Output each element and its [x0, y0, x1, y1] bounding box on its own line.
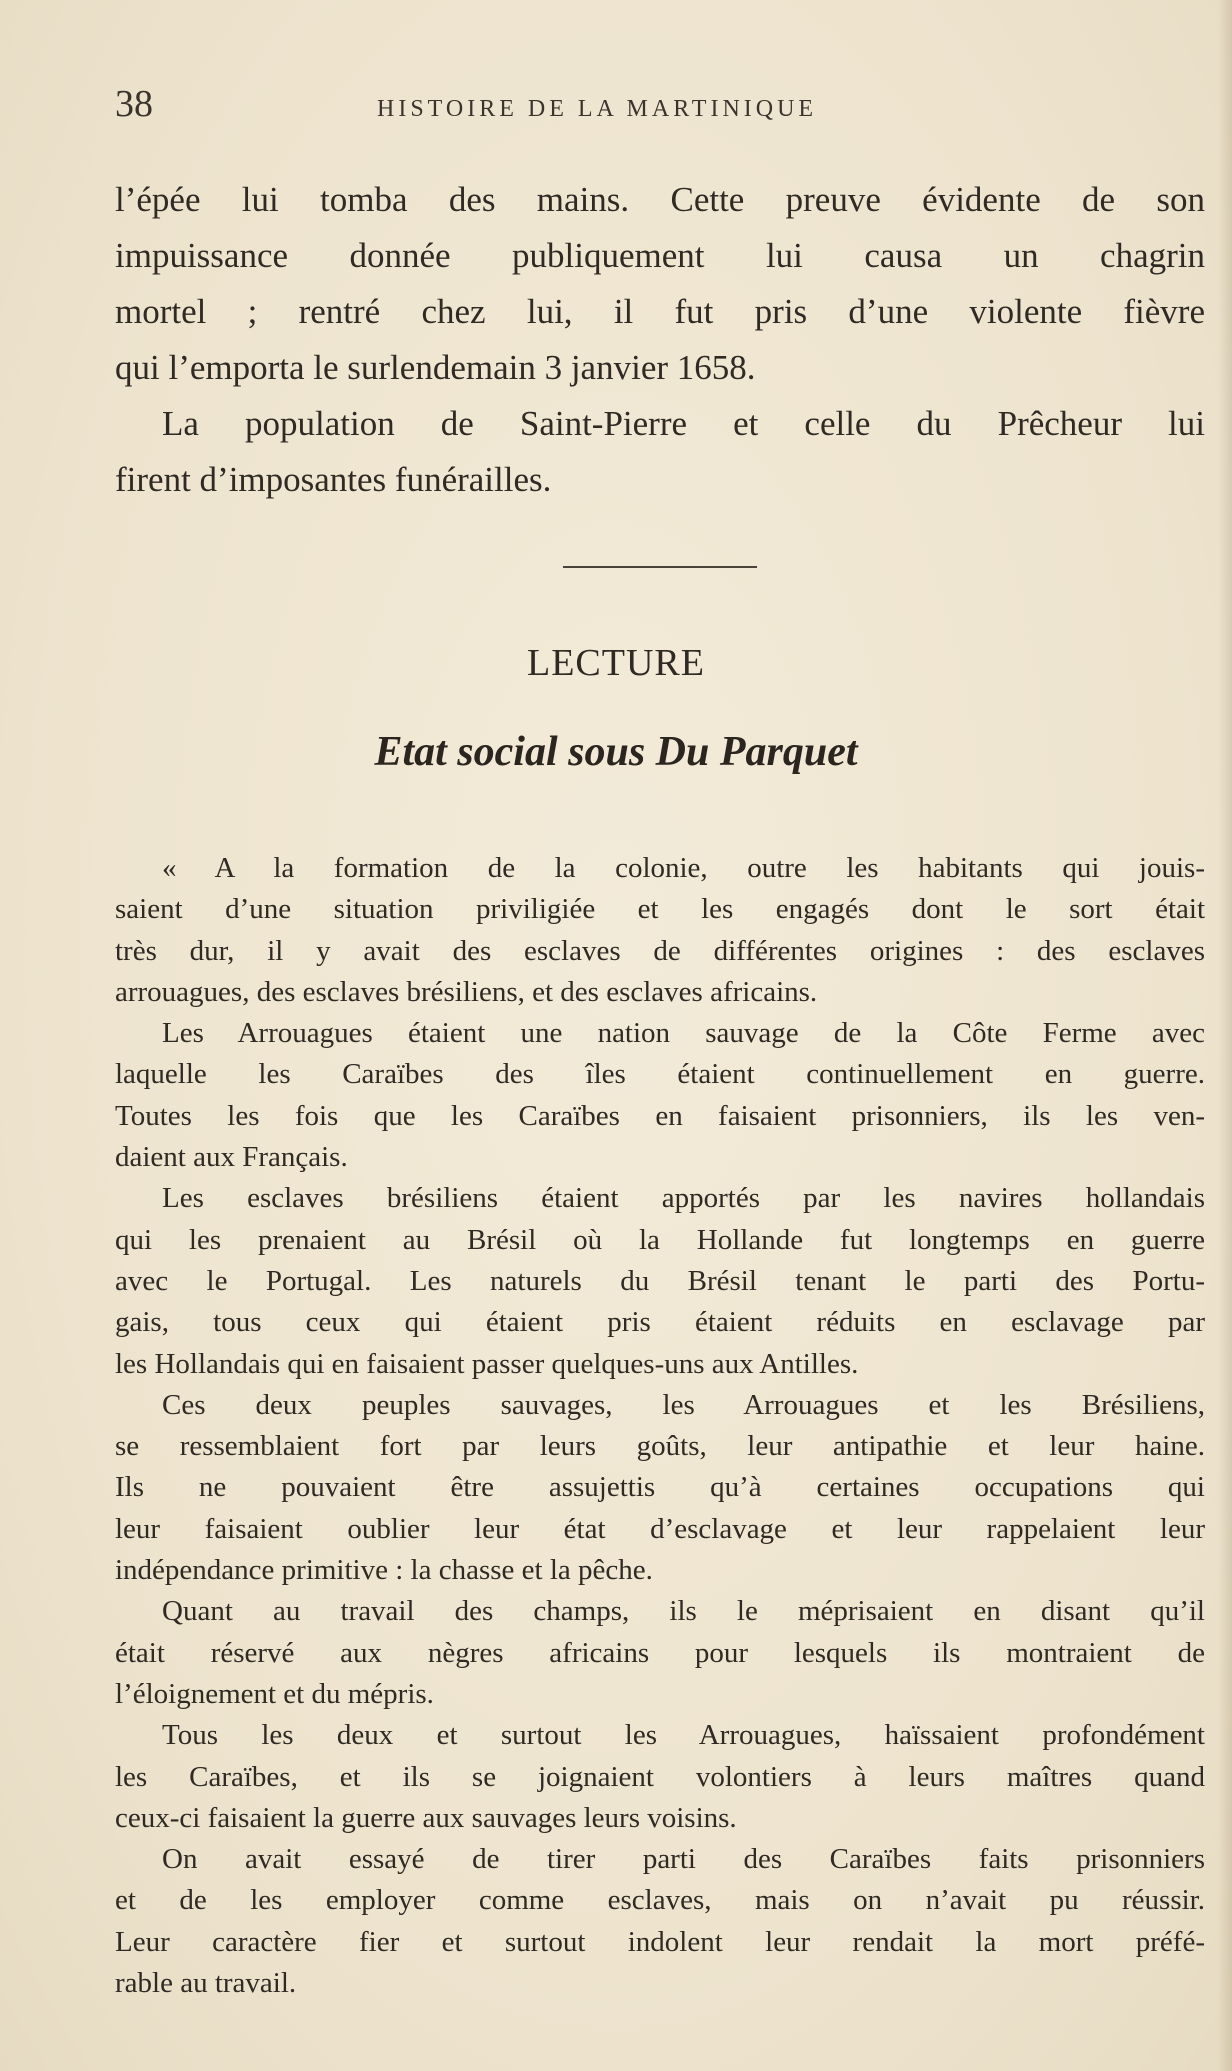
text-line: l’épée lui tomba des mains. Cette preuve évidente de son [115, 180, 1205, 219]
page-number: 38 [115, 83, 153, 125]
reading-passage [115, 848, 1205, 2004]
text-line: ceux-ci faisaient la guerre aux sauvages leurs voisins. [115, 1801, 737, 1834]
running-head [115, 82, 1215, 132]
text-line: qui les prenaient au Brésil où la Hollande fut longtemps en guerre [115, 1223, 1205, 1256]
text-line: « A la formation de la colonie, outre les habitants qui jouis- [162, 852, 1205, 884]
text-line: Ils ne pouvaient être assujettis qu’à certaines occupations qui [115, 1471, 1205, 1504]
text-line: gais, tous ceux qui étaient pris étaient réduits en esclavage par [115, 1306, 1205, 1339]
section-divider [563, 566, 757, 568]
text-line: Les esclaves brésiliens étaient apportés par les navires hollandais [162, 1182, 1205, 1215]
text-line: l’éloignement et du mépris. [115, 1677, 434, 1710]
text-line: se ressemblaient fort par leurs goûts, leur antipathie et leur haine. [115, 1430, 1205, 1463]
text-line: rable au travail. [115, 1967, 297, 2000]
text-line: qui l’emporta le surlendemain 3 janvier 1658. [115, 348, 756, 387]
text-line: et de les employer comme esclaves, mais on n’avait pu réussir. [115, 1884, 1205, 1917]
text-line: les Hollandais qui en faisaient passer quelques-uns aux Antilles. [115, 1347, 859, 1380]
text-line: très dur, il y avait des esclaves de différentes origines : des esclaves [115, 934, 1205, 967]
text-line: impuissance donnée publiquement lui causa un chagrin [115, 236, 1205, 275]
text-line: Tous les deux et surtout les Arrouagues, haïssaient profondément [162, 1719, 1205, 1752]
text-line: Les Arrouagues étaient une nation sauvage de la Côte Ferme avec [162, 1017, 1205, 1050]
text-line: Leur caractère fier et surtout indolent leur rendait la mort préfé- [115, 1925, 1205, 1958]
section-subtitle: Etat social sous Du Parquet [374, 729, 858, 775]
text-line: était réservé aux nègres africains pour lesquels ils montraient de [115, 1636, 1205, 1669]
text-line: saient d’une situation priviligiée et les engagés dont le sort était [115, 893, 1205, 926]
text-line: les Caraïbes, et ils se joignaient volontiers à leurs maîtres quand [115, 1760, 1205, 1793]
text-line: Toutes les fois que les Caraïbes en faisaient prisonniers, ils les ven- [115, 1099, 1205, 1132]
text-line: firent d’imposantes funérailles. [115, 460, 552, 499]
text-line: Ces deux peuples sauvages, les Arrouagues et les Brésiliens, [162, 1388, 1205, 1421]
opening-paragraphs [115, 172, 1205, 508]
text-line: avec le Portugal. Les naturels du Brésil tenant le parti des Portu- [115, 1264, 1205, 1297]
text-line: On avait essayé de tirer parti des Caraïbes faits prisonniers [162, 1843, 1205, 1876]
text-line: laquelle les Caraïbes des îles étaient continuellement en guerre. [115, 1058, 1205, 1091]
text-line: Quant au travail des champs, ils le méprisaient en disant qu’il [162, 1595, 1205, 1628]
text-line: leur faisaient oublier leur état d’esclavage et leur rappelaient leur [115, 1512, 1205, 1545]
running-title: HISTOIRE DE LA MARTINIQUE [377, 96, 818, 122]
text-line: daient aux Français. [115, 1141, 348, 1174]
text-line: La population de Saint-Pierre et celle du Prêcheur lui [162, 404, 1205, 443]
text-line: arrouagues, des esclaves brésiliens, et des esclaves africains. [115, 975, 818, 1008]
text-line: mortel ; rentré chez lui, il fut pris d’une violente fièvre [115, 292, 1205, 331]
section-heading: LECTURE [527, 642, 705, 684]
text-line: indépendance primitive : la chasse et la pêche. [115, 1554, 653, 1587]
page-edge-shadow [1218, 0, 1232, 2071]
